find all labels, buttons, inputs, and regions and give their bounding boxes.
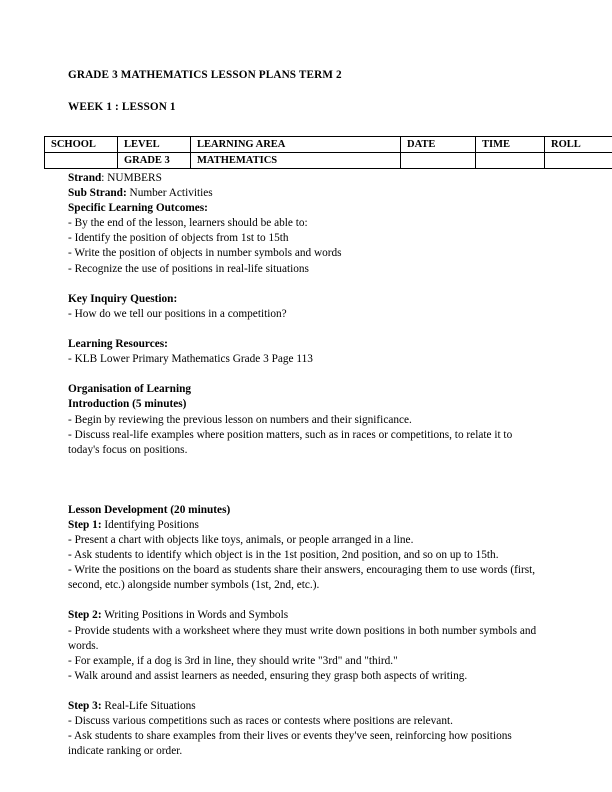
outcomes-heading: Specific Learning Outcomes: <box>68 202 208 215</box>
table-header-roll: ROLL <box>545 137 612 153</box>
step-title-text: Writing Positions in Words and Symbols <box>101 609 289 622</box>
resources-item: - KLB Lower Primary Mathematics Grade 3 Page 113 <box>68 353 313 366</box>
step-item: - Provide students with a worksheet where they must write down positions in both number symbols and words. <box>68 624 537 652</box>
lesson-development-heading: Lesson Development (20 minutes) <box>68 503 231 516</box>
step-item: - Write the positions on the board as students share their answers, encouraging them to use words (first, second, etc.) alongside number symbols (1st, 2nd, etc.). <box>68 564 536 592</box>
key-inquiry-item: - How do we tell our positions in a competition? <box>68 307 287 320</box>
step-item: - Ask students to identify which object is in the 1st position, 2nd position, and so on up to 15th. <box>68 549 499 562</box>
table-header-school: SCHOOL <box>45 137 118 153</box>
section-spacer <box>68 684 546 699</box>
table-cell-learning-area[interactable]: MATHEMATICS <box>191 153 401 169</box>
table-header-learning-area: LEARNING AREA <box>191 137 401 153</box>
step-title-text: Real-Life Situations <box>101 700 196 712</box>
section-spacer <box>68 593 546 608</box>
introduction-heading: Introduction (5 minutes) <box>68 398 187 411</box>
resources-heading: Learning Resources: <box>68 338 168 351</box>
strand-label: Strand <box>68 172 102 184</box>
outcomes-item: - Recognize the use of positions in real-life situations <box>68 262 309 275</box>
table-cell-school[interactable] <box>45 153 118 169</box>
step-item: - Discuss various competitions such as races or contests where positions are relevant. <box>68 715 453 728</box>
introduction-item: - Begin by reviewing the previous lesson on numbers and their significance. <box>68 413 412 426</box>
step-title <box>68 518 546 533</box>
step-title-text: Identifying Positions <box>101 518 199 531</box>
step-label: Step 1: <box>68 518 102 531</box>
section-spacer <box>68 322 546 337</box>
outcomes-item: - Write the position of objects in number symbols and words <box>68 247 342 260</box>
week-lesson-label: WEEK 1 : LESSON 1 <box>68 101 176 113</box>
sub-strand-value: Number Activities <box>126 187 213 200</box>
table-cell-time[interactable] <box>476 153 545 169</box>
step-item: - Present a chart with objects like toys, animals, or people arranged in a line. <box>68 533 414 546</box>
step-title <box>68 608 546 623</box>
table-cell-date[interactable] <box>401 153 476 169</box>
section-spacer <box>68 458 546 503</box>
strand-separator: : <box>101 172 108 184</box>
outcomes-item: - Identify the position of objects from 1st to 15th <box>68 232 289 245</box>
table-header-level: LEVEL <box>118 137 191 153</box>
lesson-info-table <box>44 136 581 169</box>
step-item: - Ask students to share examples from their lives or events they've seen, reinforcing how positions indicate ranking or order. <box>68 730 512 758</box>
sub-strand-label: Sub Strand: <box>68 187 127 200</box>
step-title <box>68 699 546 714</box>
table-cell-level[interactable]: GRADE 3 <box>118 153 191 169</box>
introduction-item: - Discuss real-life examples where position matters, such as in races or competitions, to relate it to today's focus on positions. <box>68 428 513 456</box>
strand-line <box>68 171 546 186</box>
table-cell-roll[interactable] <box>545 153 612 169</box>
step-label: Step 2: <box>68 609 102 622</box>
section-spacer <box>68 277 546 292</box>
step-item: - Walk around and assist learners as needed, ensuring they grasp both aspects of writing. <box>68 669 468 682</box>
section-spacer <box>68 367 546 382</box>
document-header <box>68 68 542 136</box>
table-header-time: TIME <box>476 137 545 153</box>
page-title: GRADE 3 MATHEMATICS LESSON PLANS TERM 2 <box>68 69 342 81</box>
table-row-headers <box>45 137 612 153</box>
table-row-values <box>45 153 612 169</box>
strand-value: NUMBERS <box>107 172 162 184</box>
key-inquiry-heading: Key Inquiry Question: <box>68 292 178 305</box>
step-item: - For example, if a dog is 3rd in line, they should write "3rd" and "third." <box>68 654 398 667</box>
organisation-heading: Organisation of Learning <box>68 383 192 396</box>
sub-strand-line <box>68 186 546 201</box>
lesson-plan-body <box>68 171 546 759</box>
outcomes-item: - By the end of the lesson, learners should be able to: <box>68 217 308 230</box>
step-label: Step 3: <box>68 700 102 712</box>
table-header-date: DATE <box>401 137 476 153</box>
